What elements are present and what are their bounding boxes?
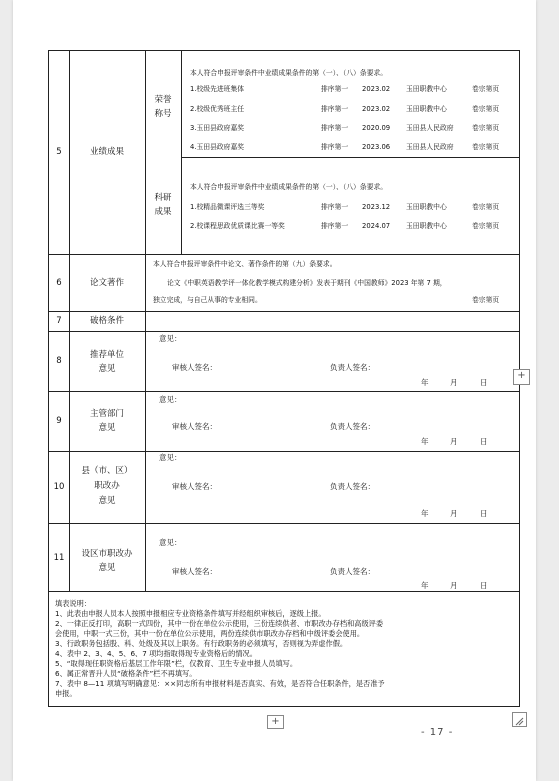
date-month: 月 <box>450 378 458 387</box>
row-label-line2: 意见 <box>98 364 116 374</box>
opinion-label: 意见： <box>159 334 182 343</box>
research-sublabel-line2: 成果 <box>154 207 172 217</box>
date-month: 月 <box>450 581 458 590</box>
row-label-line1: 县（市、区） <box>81 466 133 476</box>
honor-item-page: 卷宗第页 <box>472 105 500 113</box>
notes-line: 会使用，中职一式三份，其中一份在单位公示使用，两份连续供市职改办存档和中级评委会使用。 <box>55 629 365 638</box>
row-label: 业绩成果 <box>89 147 124 157</box>
responsible-signature-label: 负责人签名： <box>330 567 375 576</box>
divider <box>49 391 519 392</box>
honor-item-date: 2023.02 <box>362 85 391 93</box>
paper-intro: 本人符合申报评审条件中论文、著作条件的第（九）条要求。 <box>153 260 337 268</box>
research-item-org: 玉田职教中心 <box>406 203 447 211</box>
date-day: 日 <box>480 378 488 387</box>
document-page <box>13 0 536 781</box>
responsible-signature-label: 负责人签名： <box>330 482 375 491</box>
opinion-label: 意见： <box>159 538 182 547</box>
row-number: 8 <box>56 356 62 366</box>
divider <box>145 51 146 591</box>
row-label: 破格条件 <box>89 316 124 326</box>
row-label-line1: 推荐单位 <box>89 350 124 360</box>
research-item-page: 卷宗第页 <box>472 203 500 211</box>
paper-line1: 论文《中职英语教学评一体化教学模式构建分析》发表于期刊《中国教师》2023 年第 7 期， <box>167 279 447 287</box>
divider <box>49 254 519 255</box>
notes-line: 6、属正常晋升人员“破格条件”栏不再填写。 <box>55 669 197 678</box>
honor-item-rank: 排序第一 <box>321 124 349 132</box>
opinion-label: 意见： <box>159 453 182 462</box>
row-label-line2: 意见 <box>98 563 116 573</box>
divider <box>49 523 519 524</box>
opinion-label: 意见： <box>159 395 182 404</box>
reviewer-signature-label: 审核人签名： <box>172 567 217 576</box>
research-item-date: 2023.12 <box>362 203 391 211</box>
resize-corner-icon <box>513 715 526 728</box>
research-item-page: 卷宗第页 <box>472 222 500 230</box>
honor-item-org: 玉田职教中心 <box>406 85 447 93</box>
honor-item-text: 4.玉田县政府嘉奖 <box>190 143 245 151</box>
row-number: 9 <box>56 416 62 426</box>
honor-item-rank: 排序第一 <box>321 143 349 151</box>
research-sublabel <box>145 191 181 219</box>
honor-item-text: 1.校级先进班集体 <box>190 85 245 93</box>
research-intro: 本人符合申报评审条件中业绩成果条件的第（一）、（八）条要求。 <box>190 183 388 191</box>
date-month: 月 <box>450 509 458 518</box>
add-row-plus-icon[interactable]: + <box>267 715 284 729</box>
date-year: 年 <box>421 378 429 387</box>
date-month: 月 <box>450 437 458 446</box>
application-form-table <box>48 50 520 707</box>
honor-sublabel <box>145 93 181 121</box>
divider <box>49 331 519 332</box>
divider <box>49 451 519 452</box>
row-label <box>69 464 145 509</box>
row-number: 6 <box>56 278 62 288</box>
row-number: 10 <box>53 482 65 492</box>
filling-instructions <box>55 599 515 699</box>
reviewer-signature-label: 审核人签名： <box>172 422 217 431</box>
notes-line: 4、表中 2、3、4、5、6、7 项均指取得现专业资格后的情况。 <box>55 649 257 658</box>
date-day: 日 <box>480 581 488 590</box>
honor-item-date: 2023.02 <box>362 105 391 113</box>
date-year: 年 <box>421 437 429 446</box>
honor-item-org: 玉田县人民政府 <box>406 143 454 151</box>
honor-item-rank: 排序第一 <box>321 105 349 113</box>
row-label-line2: 职改办 <box>94 481 120 491</box>
honor-sublabel-line2: 称号 <box>154 109 172 119</box>
date-day: 日 <box>480 509 488 518</box>
divider <box>181 157 519 158</box>
notes-line: 申报。 <box>55 689 77 698</box>
paper-line2: 独立完成，与自己从事的专业相同。 <box>153 296 262 304</box>
row-number: 5 <box>56 147 62 157</box>
row-label: 论文著作 <box>89 278 124 288</box>
research-item-rank: 排序第一 <box>321 222 349 230</box>
honor-item-date: 2020.09 <box>362 124 391 132</box>
row-label-line3: 意见 <box>98 496 116 506</box>
research-item-text: 2.校课程思政优质课比赛一等奖 <box>190 222 285 230</box>
date-day: 日 <box>480 437 488 446</box>
row-label <box>69 407 145 435</box>
reviewer-signature-label: 审核人签名： <box>172 363 217 372</box>
add-column-plus-icon[interactable]: + <box>513 369 530 385</box>
row-number: 7 <box>56 316 62 326</box>
notes-line: 3、行政职务包括股、科、处级及其以上职务。有行政职务的必须填写，否则视为弄虚作假。 <box>55 639 348 648</box>
page-number: - 17 - <box>421 727 454 738</box>
row-label-line2: 意见 <box>98 423 116 433</box>
honor-item-text: 2.校级优秀班主任 <box>190 105 245 113</box>
honor-item-page: 卷宗第页 <box>472 143 500 151</box>
research-sublabel-line1: 科研 <box>154 193 172 203</box>
divider <box>49 311 519 312</box>
divider <box>181 51 182 254</box>
date-year: 年 <box>421 509 429 518</box>
research-item-org: 玉田职教中心 <box>406 222 447 230</box>
honor-intro: 本人符合申报评审条件中业绩成果条件的第（一）、（八）条要求。 <box>190 69 388 77</box>
honor-sublabel-line1: 荣誉 <box>154 95 172 105</box>
responsible-signature-label: 负责人签名： <box>330 363 375 372</box>
research-item-date: 2024.07 <box>362 222 391 230</box>
honor-item-text: 3.玉田县政府嘉奖 <box>190 124 245 132</box>
responsible-signature-label: 负责人签名： <box>330 422 375 431</box>
notes-line: 1、此表由申报人员本人按照申报相应专业资格条件填写并经组织审核后，逐级上报。 <box>55 609 326 618</box>
row-number: 11 <box>53 553 65 563</box>
paper-page: 卷宗第页 <box>472 296 500 304</box>
research-item-text: 1.校精品微课评选三等奖 <box>190 203 265 211</box>
honor-item-page: 卷宗第页 <box>472 124 500 132</box>
research-item-rank: 排序第一 <box>321 203 349 211</box>
date-year: 年 <box>421 581 429 590</box>
row-label-line1: 主管部门 <box>89 409 124 419</box>
notes-line: 2、一律正反打印，高职一式四份，其中一份在单位公示使用，三份连续供者、市职改办存档和高级评委 <box>55 619 384 628</box>
honor-item-rank: 排序第一 <box>321 85 349 93</box>
reviewer-signature-label: 审核人签名： <box>172 482 217 491</box>
honor-item-org: 玉田职教中心 <box>406 105 447 113</box>
notes-line: 5、“取得现任职资格后基层工作年限”栏，仅教育、卫生专业申报人员填写。 <box>55 659 298 668</box>
row-label-line1: 设区市职改办 <box>81 549 133 559</box>
table-resize-handle-icon[interactable] <box>512 712 527 727</box>
notes-title: 填表说明： <box>55 599 91 608</box>
honor-item-date: 2023.06 <box>362 143 391 151</box>
divider <box>49 591 519 592</box>
notes-line: 7、表中 8—11 项填写明确意见：××同志所有申报材料是否真实、有效，是否符合任职条件，是否准予 <box>55 679 385 688</box>
row-label <box>69 547 145 575</box>
row-label <box>69 348 145 376</box>
honor-item-org: 玉田县人民政府 <box>406 124 454 132</box>
honor-item-page: 卷宗第页 <box>472 85 500 93</box>
